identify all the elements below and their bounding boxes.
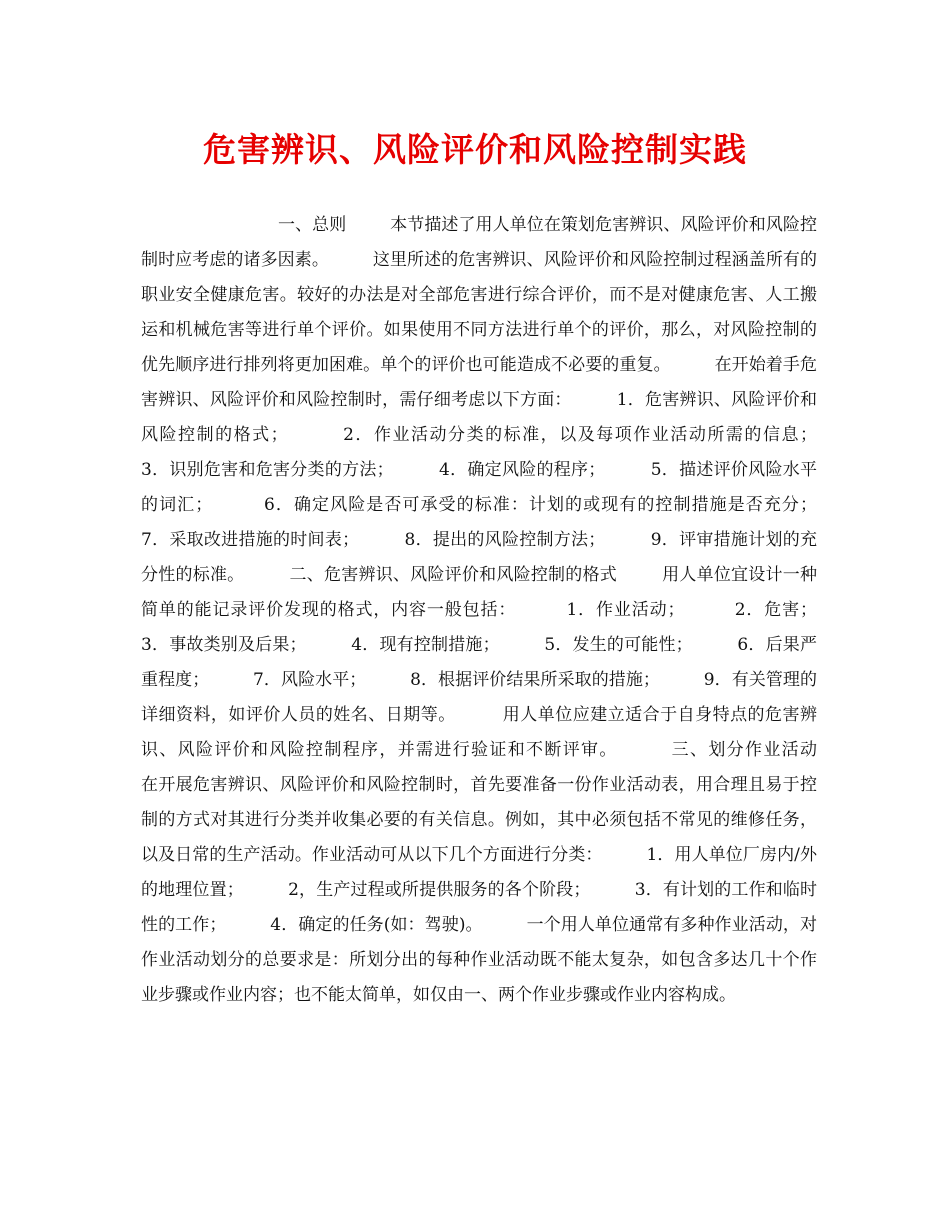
document-title: 危害辨识、风险评价和风险控制实践 — [203, 130, 747, 169]
document-body-text: 一、总则 本节描述了用人单位在策划危害辨识、风险评价和风险控制时应考虑的诸多因素。 这里所述的危害辨识、风险评价和风险控制过程涵盖所有的职业安全健康危害。较好的办法是对全部危害进行综合评价，而不是对健康危害、人工搬运和机械危害等进行单个评价。如果使用不同方法进行单个的评价，那么，对风险控制的优先顺序进行排列将更加困难。单个的评价也可能造成不必要的重复。 在开始着手危害辨识、风险评价和风险控制时，需仔细考虑以下方面： 1．危害辨识、风险评价和风险控制的格式； 2．作业活动分类的标准，以及每项作业活动所需的信息； 3．识别危害和危害分类的方法； 4．确定风险的程序； 5．描述评价风险水平的词汇； 6．确定风险是否可承受的标准：计划的或现有的控制措施是否充分； 7．采取改进措施的时间表； 8．提出的风险控制方法； 9．评审措施计划的充分性的标准。 二、危害辨识、风险评价和风险控制的格式 用人单位宜设计一种简单的能记录评价发现的格式，内容一般包括： 1．作业活动； 2．危害； 3．事故类别及后果； 4．现有控制措施； 5．发生的可能性； 6．后果严重程度； 7．风险水平； 8．根据评价结果所采取的措施； 9．有关管理的详细资料，如评价人员的姓名、日期等。 用人单位应建立适合于自身特点的危害辨识、风险评价和风险控制程序，并需进行验证和不断评审。 三、划分作业活动 在开展危害辨识、风险评价和风险控制时，首先要准备一份作业活动表，用合理且易于控制的方式对其进行分类并收集必要的有关信息。例如，其中必须包括不常见的维修任务，以及日常的生产活动。作业活动可从以下几个方面进行分类： 1．用人单位厂房内/外的地理位置； 2，生产过程或所提供服务的各个阶段； 3．有计划的工作和临时性的工作； 4．确定的任务(如：驾驶)。 一个用人单位通常有多种作业活动，对作业活动划分的总要求是：所划分出的每种作业活动既不能太复杂，如包含多达几十个作业步骤或作业内容；也不能太简单，如仅由一、两个作业步骤或作业内容构成。 — [141, 215, 861, 1005]
